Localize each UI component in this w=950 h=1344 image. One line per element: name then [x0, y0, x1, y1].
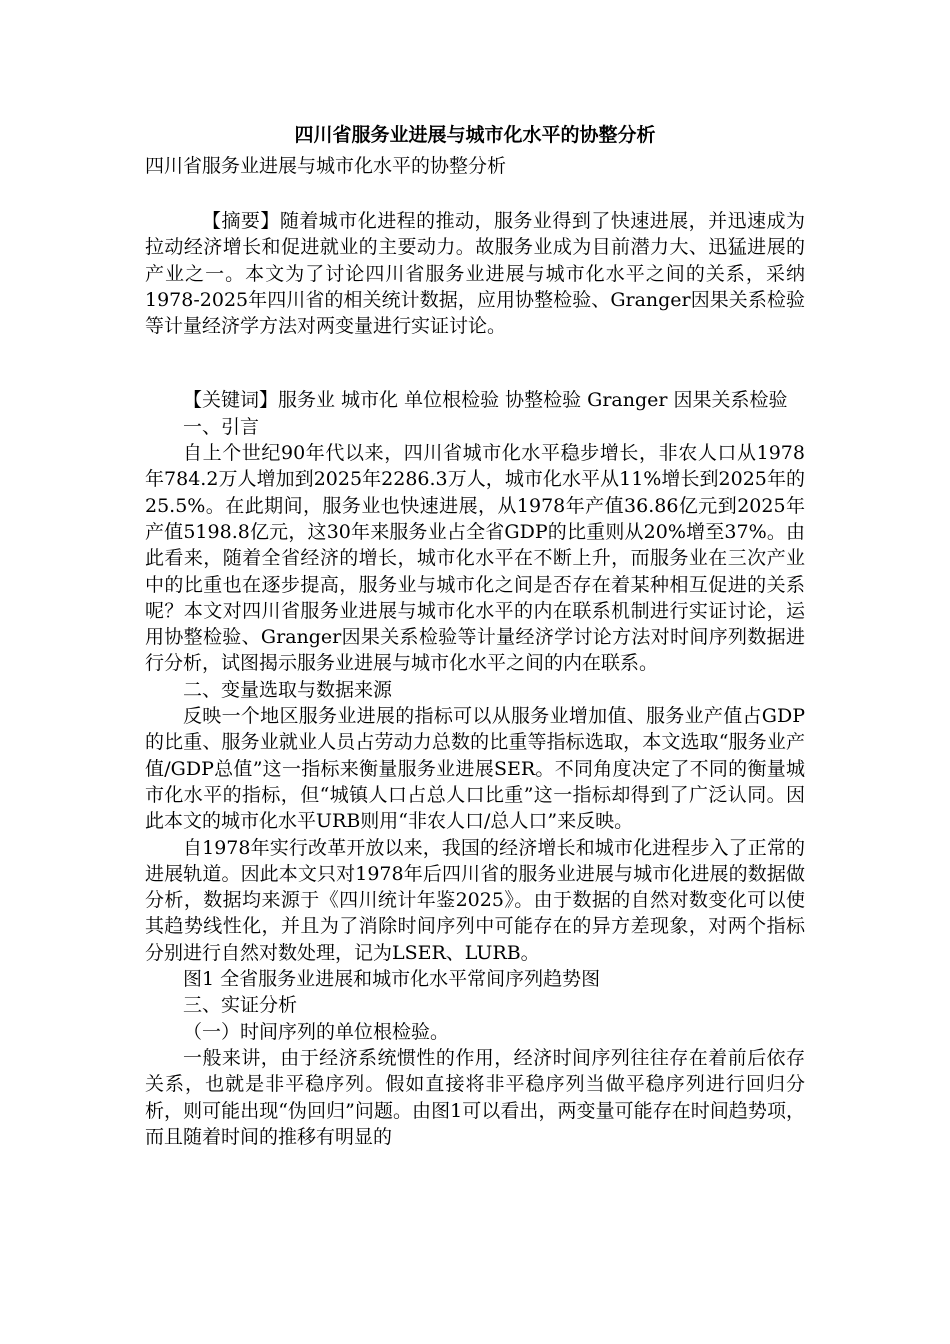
figure-caption: 图1 全省服务业进展和城市化水平常间序列趋势图	[183, 968, 601, 991]
section-heading-variables: 二、变量选取与数据来源	[183, 678, 393, 701]
spacer	[145, 365, 805, 387]
body-paragraph: 自1978年实行改革开放以来，我国的经济增长和城市化进程步入了正常的进展轨道。因此本文只对1978年后四川省的服务业进展与城市化进展的数据做分析，数据均来源于《四川统计年鉴2025》。由于数据的自然对数变化可以使其趋势线性化，并且为了消除时间序列中可能存在的异方差现象，对两个指标分别进行自然对数处理，记为LSER、LURB。	[145, 836, 805, 964]
body-paragraph: 一般来讲，由于经济系统惯性的作用，经济时间序列往往存在着前后依存关系，也就是非平稳序列。假如直接将非平稳序列当做平稳序列进行回归分析，则可能出现“伪回归”问题。由图1可以看出，两变量可能存在时间趋势项，而且随着时间的推移有明显的	[145, 1046, 805, 1148]
spacer	[145, 180, 805, 208]
body-paragraph: 自上个世纪90年代以来，四川省城市化水平稳步增长，非农人口从1978年784.2万人增加到2025年2286.3万人，城市化水平从11%增长到2025年的25.5%。在此期间，服务业也快速进展，从1978年产值36.86亿元到2025年产值5198.8亿元，这30年来服务业占全省GDP的比重则从20%增至37%。由此看来，随着全省经济的增长，城市化水平在不断上升，而服务业在三次产业中的比重也在逐步提高，服务业与城市化之间是否存在着某种相互促进的关系呢？本文对四川省服务业进展与城市化水平的内在联系机制进行实证讨论，运用协整检验、Granger因果关系检验等计量经济学讨论方法对时间序列数据进行分析，试图揭示服务业进展与城市化水平之间的内在联系。	[145, 442, 805, 675]
keywords-paragraph: 【关键词】服务业 城市化 单位根检验 协整检验 Granger 因果关系检验	[183, 389, 788, 412]
body-paragraph: 反映一个地区服务业进展的指标可以从服务业增加值、服务业产值占GDP的比重、服务业就业人员占劳动力总数的比重等指标选取，本文选取“服务业产值/GDP总值”这一指标来衡量服务业进展SER。不同角度决定了不同的衡量城市化水平的指标，但“城镇人口占总人口比重”这一指标却得到了广泛认同。因此本文的城市化水平URB则用“非农人口/总人口”来反映。	[145, 705, 805, 833]
subsection-heading-unit-root: （一）时间序列的单位根检验。	[183, 1020, 450, 1043]
document-title: 四川省服务业进展与城市化水平的协整分析	[294, 124, 656, 146]
spacer	[145, 339, 805, 365]
document-subtitle: 四川省服务业进展与城市化水平的协整分析	[145, 155, 507, 177]
section-heading-introduction: 一、引言	[183, 415, 260, 438]
document-page	[145, 118, 805, 1150]
section-heading-empirical: 三、实证分析	[183, 994, 298, 1017]
abstract-paragraph: 【摘要】随着城市化进程的推动，服务业得到了快速进展，并迅速成为拉动经济增长和促进就业的主要动力。故服务业成为目前潜力大、迅猛进展的产业之一。本文为了讨论四川省服务业进展与城市化水平之间的关系，采纳1978-2025年四川省的相关统计数据，应用协整检验、Granger因果关系检验等计量经济学方法对两变量进行实证讨论。	[145, 210, 805, 338]
